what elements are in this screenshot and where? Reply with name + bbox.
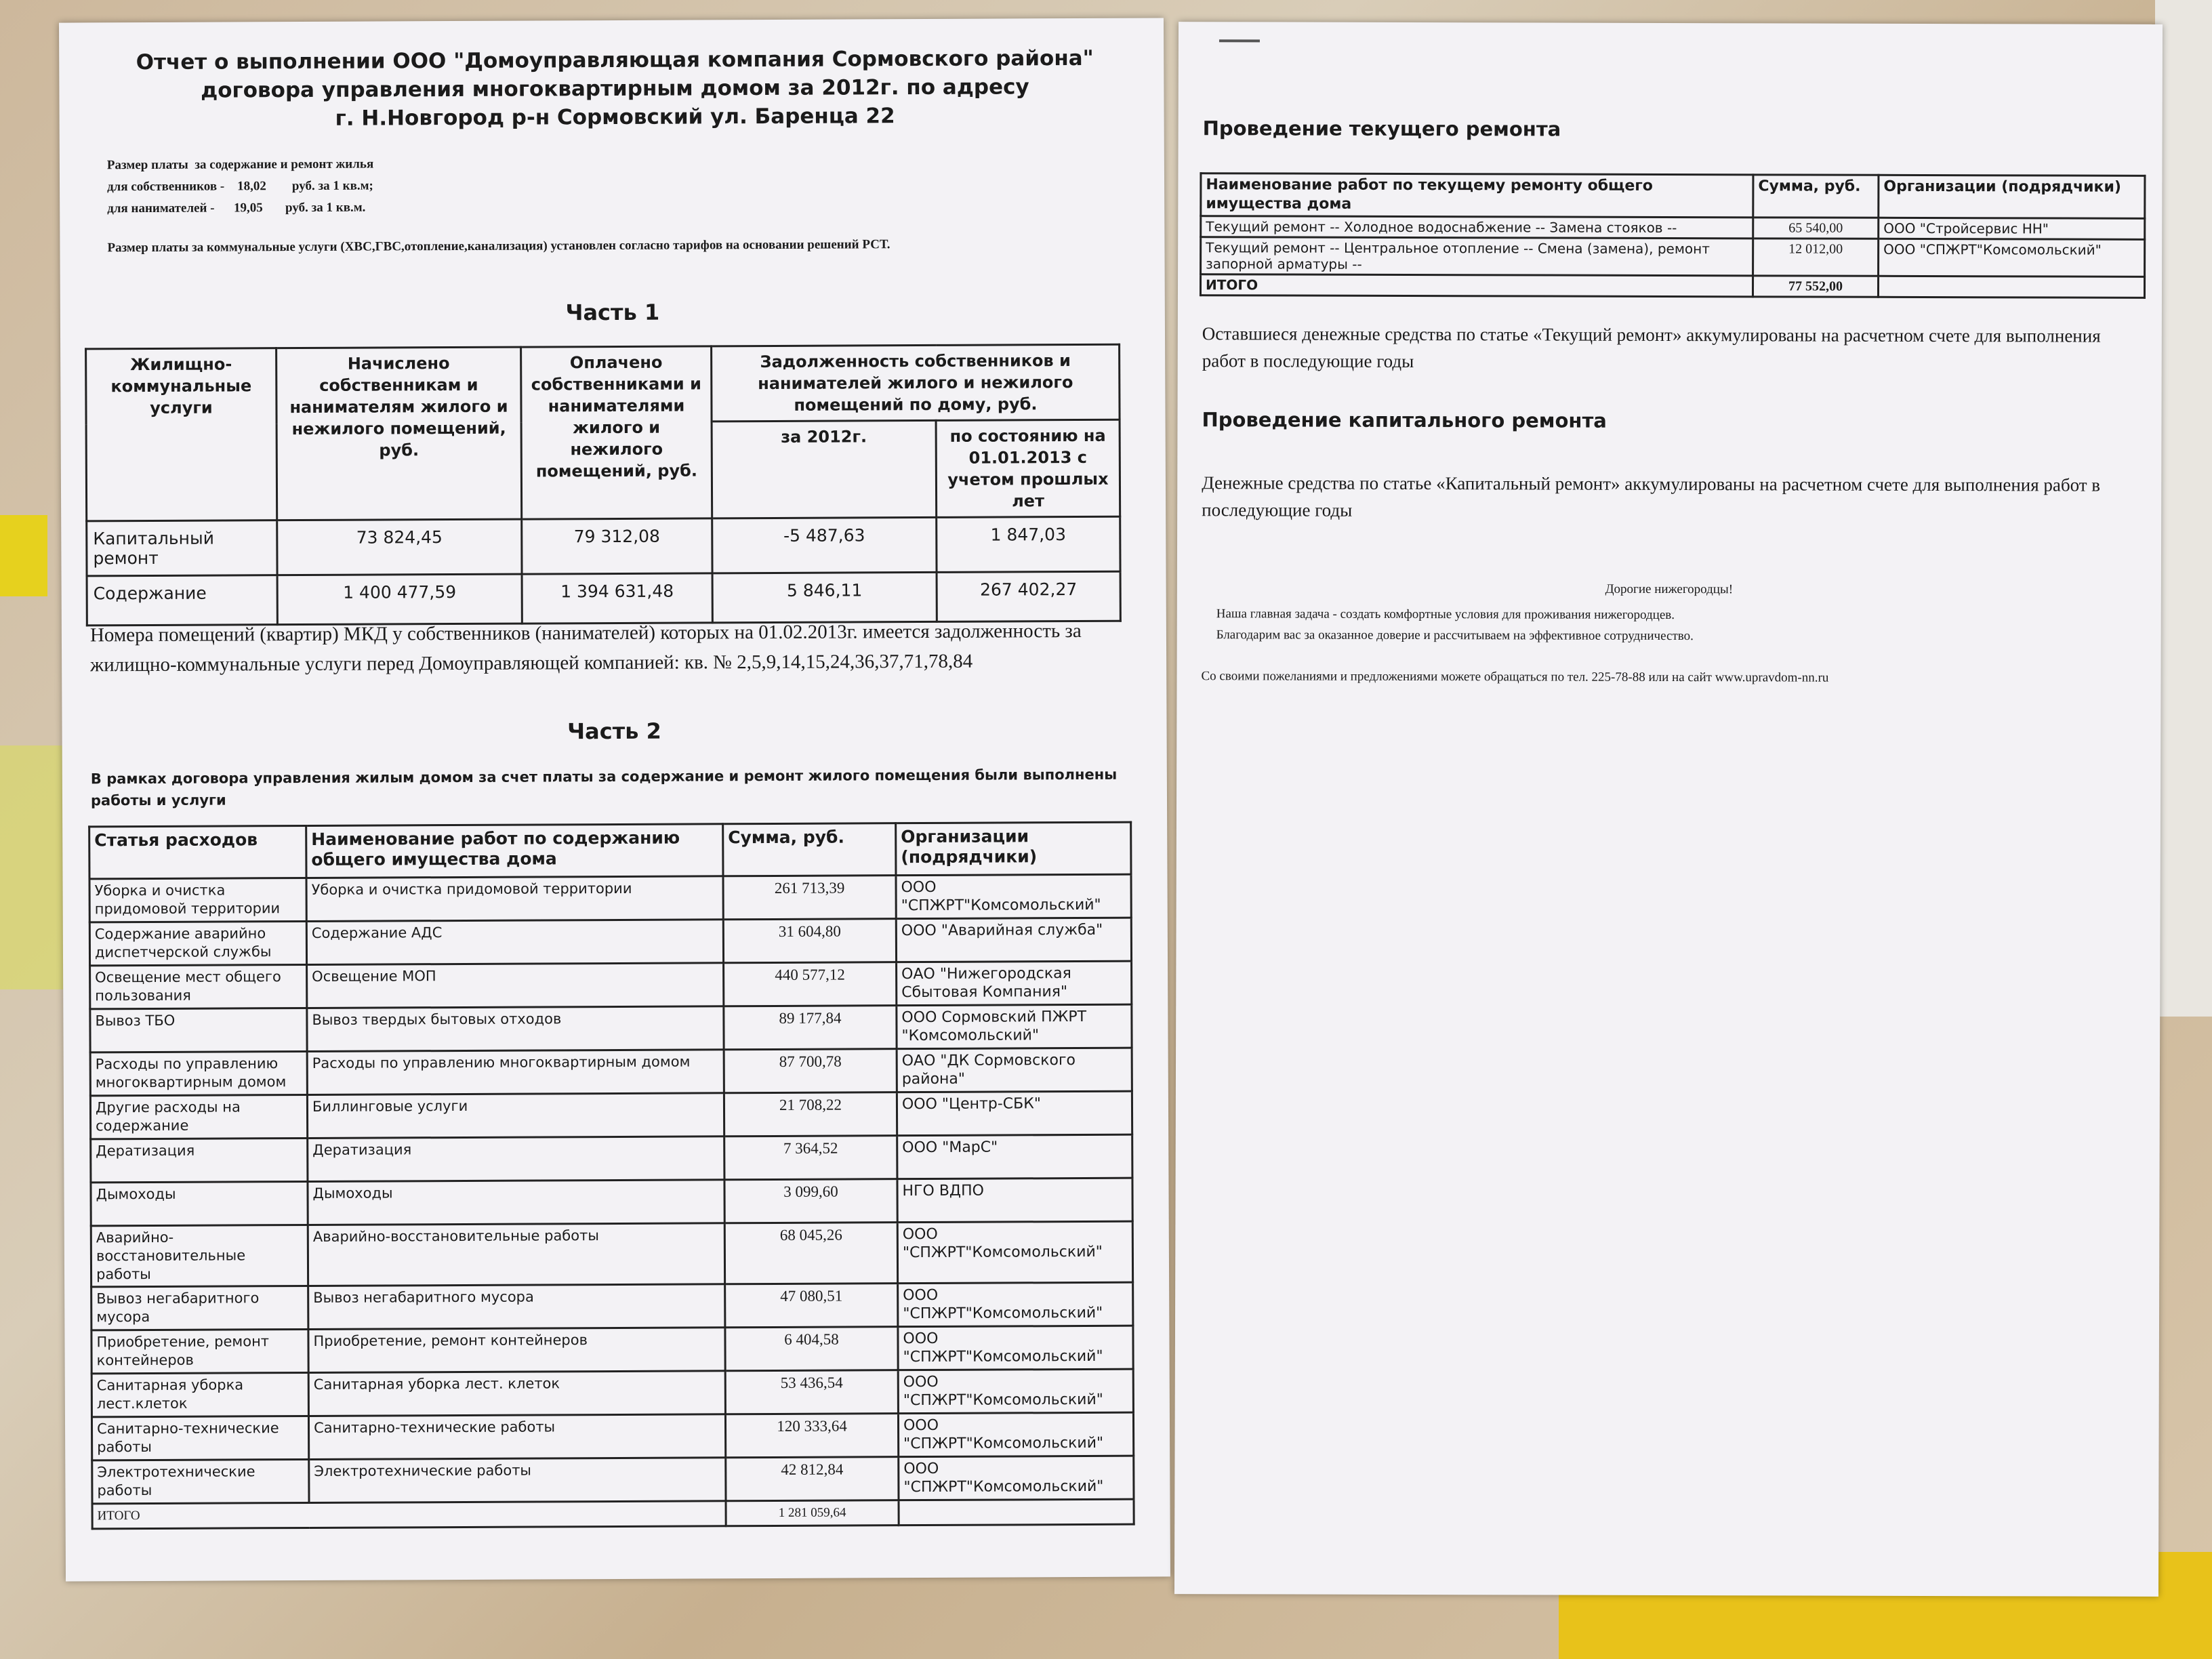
cell-work: Содержание АДС bbox=[306, 920, 723, 965]
cell-article: Аварийно-восстановительные работы bbox=[91, 1225, 308, 1286]
cell-sum: 21 708,22 bbox=[724, 1092, 897, 1136]
current-repair-table bbox=[1200, 172, 2146, 299]
cell-sum: 47 080,51 bbox=[725, 1284, 898, 1328]
header-article: Статья расходов bbox=[89, 825, 306, 878]
cell-work: Дымоходы bbox=[308, 1180, 724, 1225]
cell-sum: 42 812,84 bbox=[726, 1457, 899, 1501]
cell-debt-2012: 5 846,11 bbox=[712, 572, 937, 622]
total-label: ИТОГО bbox=[1200, 274, 1753, 297]
cell-work: Электротехнические работы bbox=[309, 1458, 726, 1503]
part1-table bbox=[85, 344, 1122, 627]
cell-article: Освещение мест общего пользования bbox=[90, 964, 307, 1008]
report-title bbox=[100, 44, 1130, 134]
total-sum: 1 281 059,64 bbox=[726, 1500, 899, 1526]
cell-work: Биллинговые услуги bbox=[307, 1093, 724, 1139]
cell-debt-total: 1 847,03 bbox=[937, 516, 1120, 572]
table-header-row bbox=[89, 822, 1131, 879]
cell-sum: 65 540,00 bbox=[1753, 218, 1879, 239]
cell-paid: 79 312,08 bbox=[522, 518, 712, 574]
table-row bbox=[90, 961, 1132, 1009]
cell-paid: 1 394 631,48 bbox=[522, 573, 712, 623]
cell-article: Содержание аварийно диспетчерской службы bbox=[89, 921, 306, 965]
greeting-line: Наша главная задача - создать комфортные условия для проживания нижегородцев. bbox=[1216, 607, 1675, 623]
table-row bbox=[90, 1091, 1132, 1139]
table-row bbox=[91, 1282, 1133, 1330]
cell-sum: 6 404,58 bbox=[725, 1327, 898, 1371]
title-line: договора управления многоквартирным домом за 2012г. по адресу bbox=[201, 75, 1029, 103]
cell-org: ООО "СПЖРТ"Комсомольский" bbox=[898, 1326, 1133, 1370]
cell-service: Капитальный ремонт bbox=[87, 520, 277, 576]
header-accrued: Начислено собственникам и нанимателям жилого и нежилого помещений, руб. bbox=[276, 347, 522, 520]
cell-work: Санитарная уборка лест. клеток bbox=[308, 1371, 725, 1416]
table-row bbox=[87, 516, 1120, 576]
table-row bbox=[90, 1004, 1132, 1052]
cell-work: Вывоз негабаритного мусора bbox=[308, 1284, 725, 1330]
current-repair-heading: Проведение текущего ремонта bbox=[1202, 117, 1561, 141]
cell-article: Санитарно-технические работы bbox=[91, 1416, 308, 1460]
table-row bbox=[91, 1221, 1132, 1287]
title-line: г. Н.Новгород р-н Сормовский ул. Баренца 22 bbox=[335, 104, 895, 131]
part2-intro: В рамках договора управления жилым домом за счет платы за содержание и ремонт жилого помещения были выполнены работы и услуги bbox=[90, 766, 1118, 809]
title-line: Отчет о выполнении ООО "Домоуправляющая компания Сормовского района" bbox=[136, 45, 1094, 75]
table-row bbox=[91, 1412, 1133, 1460]
cell-sum: 3 099,60 bbox=[724, 1179, 897, 1223]
header-paid: Оплачено собственниками и нанимателями жилого и нежилого помещений, руб. bbox=[521, 346, 712, 519]
part2-table bbox=[88, 821, 1135, 1530]
header-work: Наименование работ по содержанию общего имущества дома bbox=[306, 824, 723, 878]
utilities-note: Размер платы за коммунальные услуги (ХВС,ГВС,отопление,канализация) установлен согласно тарифов на основании решений РСТ. bbox=[107, 237, 890, 255]
cell-article: Санитарная уборка лест.клеток bbox=[91, 1372, 308, 1416]
cell-sum: 89 177,84 bbox=[724, 1006, 897, 1050]
cell-sum: 68 045,26 bbox=[724, 1223, 897, 1284]
cell-article: Приобретение, ремонт контейнеров bbox=[91, 1329, 308, 1373]
table-row bbox=[1201, 216, 2145, 240]
cell-article: Дератизация bbox=[91, 1138, 308, 1182]
table-row bbox=[92, 1456, 1134, 1504]
cell-org: ООО "СПЖРТ"Комсомольский" bbox=[898, 1369, 1133, 1414]
cell-article: Дымоходы bbox=[91, 1181, 308, 1225]
header-sum: Сумма, руб. bbox=[1753, 175, 1879, 218]
cell-sum: 12 012,00 bbox=[1753, 239, 1879, 276]
cell-org: ООО "Стройсервис НН" bbox=[1879, 218, 2145, 239]
cell-sum: 87 700,78 bbox=[724, 1049, 897, 1093]
capital-repair-note: Денежные средства по статье «Капитальный ремонт» аккумулированы на расчетном счете для выполнения работ в последующие годы bbox=[1202, 472, 2101, 520]
cell-org: ООО Сормовский ПЖРТ "Комсомольский" bbox=[897, 1004, 1132, 1049]
total-empty bbox=[899, 1499, 1134, 1525]
table-header-row bbox=[86, 344, 1120, 424]
cell-org: ОАО "ДК Сормовского района" bbox=[897, 1048, 1132, 1092]
cell-service: Содержание bbox=[87, 575, 277, 626]
cell-work: Текущий ремонт -- Холодное водоснабжение -- Замена стояков -- bbox=[1201, 216, 1753, 239]
capital-repair-heading: Проведение капитального ремонта bbox=[1202, 408, 1607, 432]
cell-debt-total: 267 402,27 bbox=[937, 571, 1120, 621]
cell-work: Текущий ремонт -- Центральное отопление -- Смена (замена), ремонт запорной арматуры -- bbox=[1201, 237, 1753, 276]
background-paper-scrap bbox=[0, 515, 47, 596]
total-label: ИТОГО bbox=[92, 1501, 726, 1529]
table-row bbox=[90, 1048, 1132, 1096]
cell-sum: 7 364,52 bbox=[724, 1136, 897, 1180]
cell-work: Уборка и очистка придомовой территории bbox=[306, 876, 723, 922]
cell-org: ООО "СПЖРТ"Комсомольский" bbox=[1879, 239, 2145, 276]
rate-tenants: для нанимателей - 19,05 руб. за 1 кв.м. bbox=[107, 200, 366, 216]
cell-sum: 261 713,39 bbox=[723, 876, 896, 920]
total-empty bbox=[1878, 276, 2144, 298]
cell-org: НГО ВДПО bbox=[897, 1178, 1132, 1223]
total-row bbox=[1200, 274, 2144, 298]
report-page-left bbox=[59, 18, 1170, 1581]
header-debt: Задолженность собственников и нанимателей жилого и нежилого помещений по дому, руб. bbox=[712, 344, 1120, 422]
header-work: Наименование работ по текущему ремонту общего имущества дома bbox=[1201, 173, 1753, 218]
cell-sum: 31 604,80 bbox=[723, 919, 896, 963]
header-org: Организации (подрядчики) bbox=[896, 822, 1131, 876]
cell-work: Санитарно-технические работы bbox=[308, 1414, 725, 1460]
debtors-text: Номера помещений (квартир) МКД у собственников (нанимателей) которых на 01.02.2013г. имеется задолженность за жилищно-коммунальные услуги перед Домоуправляющей компанией: кв. № 2,5,9,14,15,24,36,37,71,78,84 bbox=[89, 619, 1082, 676]
cell-sum: 440 577,12 bbox=[724, 962, 897, 1006]
table-row bbox=[1201, 237, 2145, 277]
cell-article: Уборка и очистка придомовой территории bbox=[89, 878, 306, 922]
cell-org: ООО "Аварийная служба" bbox=[896, 918, 1131, 962]
report-page-right bbox=[1174, 22, 2163, 1597]
table-row bbox=[89, 874, 1131, 922]
contact-info: Со своими пожеланиями и предложениями можете обращаться по тел. 225-78-88 или на сайт www.upravdom-nn.ru bbox=[1201, 669, 1829, 685]
table-row bbox=[91, 1369, 1133, 1417]
cell-org: ООО "Центр-СБК" bbox=[897, 1091, 1132, 1136]
cell-sum: 120 333,64 bbox=[725, 1414, 898, 1458]
greeting-title: Дорогие нижегородцы! bbox=[1605, 581, 1734, 597]
cell-article: Расходы по управлению многоквартирным домом bbox=[90, 1051, 307, 1095]
background-paper-scrap bbox=[0, 745, 68, 989]
total-sum: 77 552,00 bbox=[1753, 276, 1878, 297]
header-org: Организации (подрядчики) bbox=[1879, 175, 2145, 218]
cell-sum: 53 436,54 bbox=[725, 1370, 898, 1414]
cell-work: Освещение МОП bbox=[307, 963, 724, 1008]
cell-org: ООО "СПЖРТ"Комсомольский" bbox=[899, 1456, 1134, 1500]
table-row bbox=[91, 1178, 1132, 1226]
cell-article: Вывоз ТБО bbox=[90, 1008, 307, 1052]
cell-work: Приобретение, ремонт контейнеров bbox=[308, 1328, 725, 1373]
staple-mark bbox=[1219, 39, 1260, 42]
table-row bbox=[91, 1326, 1133, 1374]
total-row bbox=[92, 1499, 1134, 1529]
part2-title: Часть 2 bbox=[567, 718, 661, 745]
cell-article: Электротехнические работы bbox=[92, 1459, 309, 1503]
cell-org: ООО "СПЖРТ"Комсомольский" bbox=[896, 874, 1131, 919]
rates-heading: Размер платы за содержание и ремонт жилья bbox=[106, 157, 374, 173]
rate-owners: для собственников - 18,02 руб. за 1 кв.м; bbox=[107, 178, 373, 194]
cell-work: Дератизация bbox=[308, 1136, 724, 1182]
cell-article: Вывоз негабаритного мусора bbox=[91, 1286, 308, 1330]
cell-work: Аварийно-восстановительные работы bbox=[308, 1223, 724, 1286]
cell-debt-2012: -5 487,63 bbox=[712, 517, 937, 573]
cell-article: Другие расходы на содержание bbox=[90, 1094, 307, 1139]
cell-accrued: 73 824,45 bbox=[277, 519, 522, 575]
background-paper-scrap bbox=[2155, 0, 2212, 1017]
cell-org: ООО "СПЖРТ"Комсомольский" bbox=[898, 1282, 1133, 1327]
cell-work: Расходы по управлению многоквартирным домом bbox=[307, 1050, 724, 1095]
part1-title: Часть 1 bbox=[565, 299, 660, 326]
cell-org: ОАО "Нижегородская Сбытовая Компания" bbox=[897, 961, 1132, 1006]
header-debt-total: по состоянию на 01.01.2013 с учетом прошлых лет bbox=[936, 419, 1120, 517]
current-repair-note: Оставшиеся денежные средства по статье «Текущий ремонт» аккумулированы на расчетном счете для выполнения работ в последующие годы bbox=[1202, 323, 2101, 372]
cell-org: ООО "МарС" bbox=[897, 1134, 1132, 1179]
table-header-row bbox=[1201, 173, 2145, 219]
cell-org: ООО "СПЖРТ"Комсомольский" bbox=[898, 1412, 1133, 1457]
cell-accrued: 1 400 477,59 bbox=[277, 574, 522, 625]
cell-org: ООО "СПЖРТ"Комсомольский" bbox=[897, 1221, 1132, 1284]
table-row bbox=[91, 1134, 1132, 1183]
greeting-line: Благодарим вас за оказанное доверие и рассчитываем на эффективное сотрудничество. bbox=[1216, 628, 1694, 644]
cell-work: Вывоз твердых бытовых отходов bbox=[307, 1006, 724, 1052]
table-row bbox=[89, 918, 1131, 966]
header-services: Жилищно-коммунальные услуги bbox=[86, 348, 277, 521]
header-sum: Сумма, руб. bbox=[723, 823, 896, 876]
header-debt-2012: за 2012г. bbox=[712, 420, 937, 518]
